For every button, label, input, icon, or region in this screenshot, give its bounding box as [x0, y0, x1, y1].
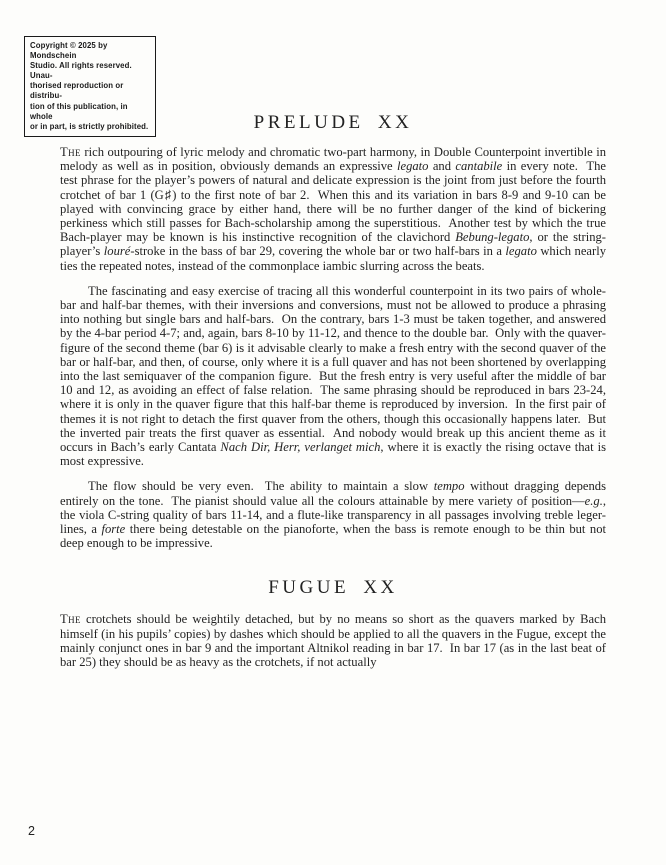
copyright-line: tion of this publication, in whole — [30, 101, 128, 121]
prelude-paragraph-1: The rich outpouring of lyric melody and chromatic two-part harmony, in Double Counterpoint invertible in melody as well as in position, obviously demands an expressive legato and cantabile in every note. The test phrase for the player’s powers of natural and delicate expression is the joint from just before the fourth crotchet of bar 1 (G♯) to the first note of bar 2. When this and its variation in bars 8-9 and 9-10 can be played with convincing grace by either hand, there will be no further danger of the kind of bickering perkiness which still passes for Bach-scholarship among the superstitious. Another test by which the true Bach-player may be known is his instinctive recognition of the clavichord Bebung-legato, or the string-player’s louré-stroke in the bass of bar 29, covering the whole bar or two half-bars in a legato which nearly ties the repeated notes, instead of the commonplace iambic slurring across the beats. — [60, 145, 606, 273]
page-number: 2 — [28, 824, 35, 838]
prelude-title: PRELUDE XX — [253, 112, 413, 133]
copyright-line: or in part, is strictly prohibited. — [30, 121, 149, 131]
copyright-line: Studio. All rights reserved. Unau- — [30, 61, 132, 81]
page-content — [60, 112, 606, 669]
copyright-line: Copyright © 2025 by Mondschein — [30, 41, 108, 61]
prelude-paragraph-2: The fascinating and easy exercise of tracing all this wonderful counterpoint in its two pairs of whole-bar and half-bar themes, with their inversions and conversions, must not be allowed to produce a phrasing into nothing but single bars and half-bars. On the contrary, bars 1-3 must be taken together, and answered by the 4-bar period 4-7; and, again, bars 8-10 by 11-12, and thence to the double bar. Only with the quaver-figure of the second theme (bar 6) is it advisable clearly to make a fresh entry with the second quaver of the bar or half-bar, and then, of course, only where it is a full quaver and has not been shortened by overlapping into the last semiquaver of the companion figure. But the fresh entry is very useful after the middle of bar 10 and 12, as avoiding an effect of false relation. The same phrasing should be reproduced in bars 23-24, where it is only in the quaver figure that this half-bar theme is reproduced by inversion. In the first pair of themes it is not right to detach the first quaver from the others, though this occasionally happens later. But the inverted pair treats the first quaver as essential. And nobody would break up this ancient theme as it occurs in Bach’s early Cantata Nach Dir, Herr, verlanget mich, where it is exactly the rising octave that is most expressive. — [60, 283, 606, 469]
copyright-line: thorised reproduction or distribu- — [30, 81, 124, 101]
fugue-title: FUGUE XX — [268, 577, 398, 599]
fugue-paragraph-1: The crotchets should be weightily detached, but by no means so short as the quavers marked by Bach himself (in his pupils’ copies) by dashes which should be applied to all the quavers in the Fugue, except the mainly conjunct ones in bar 9 and the important Altnikol reading in bar 17. In bar 17 (as in the last beat of bar 25) they should be as heavy as the crotchets, if not actually — [60, 612, 606, 670]
prelude-paragraph-3: The flow should be very even. The ability to maintain a slow tempo without dragging depends entirely on the tone. The pianist should value all the colours attainable by mere variety of position—e.g., the viola C-string quality of bars 11-14, and a flute-like transparency in all passages involving treble leger-lines, a forte there being detestable on the pianoforte, when the bass is remote enough to be thin but not deep enough to be impressive. — [60, 479, 606, 551]
